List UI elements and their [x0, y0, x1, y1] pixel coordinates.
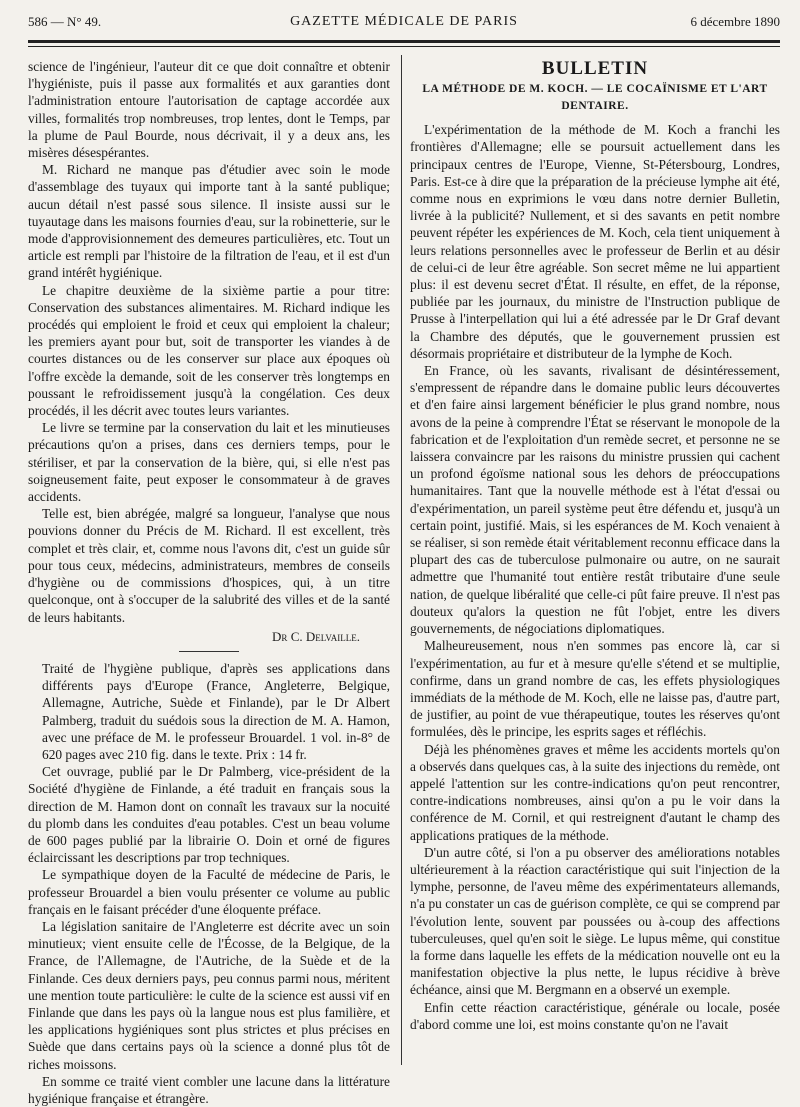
column-divider	[401, 55, 402, 1065]
paragraph: M. Richard ne manque pas d'étudier avec soin le mode d'assemblage des tuyaux qui importe tant à la santé publique; aucun détail n'est passé sous silence. Il insiste aussi sur le tuyautage dans les maisons fournies d'eau, sur la robinetterie, sur le mode d'approvisionnement des demeures particulières, etc. Tout un article est rempli par l'histoire de la filtration de l'eau, et il est d'un grand intérêt hygiénique.	[28, 162, 390, 281]
paragraph: Le sympathique doyen de la Faculté de médecine de Paris, le professeur Brouardel a bien voulu présenter ce volume au public français en le faisant précéder d'une éloquente préface.	[28, 867, 390, 917]
article-title: LA MÉTHODE DE M. KOCH. — LE COCAÏNISME ET L'ART DENTAIRE.	[422, 83, 768, 113]
journal-title: GAZETTE MÉDICALE DE PARIS	[290, 14, 518, 29]
paragraph: La législation sanitaire de l'Angleterre est décrite avec un soin minutieux; vient ensuite celle de l'Écosse, de la Belgique, de la France, de l'Allemagne, de l'Autriche, de la Suède et de la Finlande. Ces deux derniers pays, peu connus parmi nous, méritent une mention toute particulière: le culte de la science est aussi vif en Finlande que dans les pays où la langue nous est plus familière, et les applications hygiéniques sont plus strictes et plus précises en Suède que dans certains pays où la science a donné plus tôt de riches moissons.	[28, 918, 390, 1072]
left-column	[28, 58, 390, 1107]
paragraph: Le livre se termine par la conservation du lait et les minutieuses précautions qu'on a prises, dans ces derniers temps, pour le stériliser, et par la conservation de la bière, qui, si elle n'est pas soigneusement faite, peut exposer le consommateur à de graves accidents.	[28, 420, 390, 505]
paragraph: Cet ouvrage, publié par le Dr Palmberg, vice-président de la Société d'hygiène de Finlande, a été traduit en français sous la direction de M. Hamon dont on connaît les travaux sur la nocuité du plomb dans les conduites d'eau potables. C'est un beau volume de 600 pages publié par la librairie O. Doin et orné de figures éclaircissant les descriptions par trop techniques.	[28, 764, 390, 866]
section-heading: BULLETIN	[541, 58, 649, 79]
paragraph: L'expérimentation de la méthode de M. Koch a franchi les frontières d'Allemagne; elle se poursuit actuellement dans les principaux centres de l'Europe, Vienne, St-Pétersbourg, Londres, Paris. Est-ce à dire que la préparation de la précieuse lymphe ait été, comme nous en exprimions le vœu dans notre dernier Bulletin, livrée à la publicité? Nullement, et si des savants en petit nombre peuvent répéter les expériences de M. Koch, cela tient uniquement à leurs relations personnelles avec le professeur de Berlin et au désir de celui-ci de leur être agréable. Son secret même ne lui appartient plus: il est devenu secret d'État. Il résulte, en effet, de la réponse, publiée par les journaux, du ministre de l'Instruction publique de Prusse à l'interpellation qui lui a été adressée par le Dr Graf devant la Chambre des députés, que le gouvernement prussien est désormais propriétaire et distributeur de la lymphe de Koch.	[410, 122, 780, 361]
paragraph: Malheureusement, nous n'en sommes pas encore là, car si l'expérimentation, au fur et à mesure qu'elle s'étend et se multiplie, confirme, dans un grand nombre de cas, les effets physiologiques immédiats de la méthode de M. Koch, elle ne laisse pas, d'autre part, de justifier, au point de vue thérapeutique, toutes les réserves qu'ont formulées, dès le principe, les esprits sages et réfléchis.	[410, 638, 780, 740]
paragraph: science de l'ingénieur, l'auteur dit ce que doit connaître et obtenir l'hygiéniste, puis il passe aux formalités et aux garanties dont l'administration entoure l'autorisation de captage accordée aux villes, formalités trop nombreuses, trop lentes, dont le Temps, par la plume de Paul Bourde, nous décrivait, il y a deux ans, les misères désespérantes.	[28, 59, 390, 161]
paragraph: En France, où les savants, rivalisant de désintéressement, s'empressent de répandre dans le domaine public leurs découvertes et d'en faire ainsi largement bénéficier le plus grand nombre, nous avons de la peine à comprendre l'État se réservant le monopole de la fabrication et de l'exploitation d'un remède secret, et personne ne se laissera convaincre par les raisons du ministre prussien qui cachent un profond égoïsme national sous les dehors de préoccupations humanitaires. Tant que la nouvelle méthode est à l'état d'essai ou d'expérimentation, un pareil système peut être défendu et, jusqu'à un certain point, justifié. Mais, si les espérances de M. Koch venaient à se réaliser, si son remède était véritablement reconnu efficace dans la plupart des cas de tuberculose pulmonaire ou autre, on ne saurait admettre que l'humanité tout entière restât tributaire d'une seule nation, de quelque libéralité que celle-ci pût faire preuve. Il n'est pas douteux qu'alors la question ne fût l'objet, entre les divers gouvernements, de négociations diplomatiques.	[410, 363, 780, 637]
page-header	[28, 14, 780, 32]
paragraph: En somme ce traité vient combler une lacune dans la littérature hygiénique française et étrangère.	[28, 1073, 390, 1106]
section-divider	[179, 651, 239, 652]
issue-date: 6 décembre 1890	[690, 14, 780, 29]
paragraph: Enfin cette réaction caractéristique, générale ou locale, posée d'abord comme une loi, est moins constante qu'on ne l'avait	[410, 999, 780, 1032]
header-rule-thick	[28, 40, 780, 43]
author-signature: Dr C. Delvaille.	[272, 628, 360, 644]
paragraph: Telle est, bien abrégée, malgré sa longueur, l'analyse que nous pouvions donner du Précis de M. Richard. Il est excellent, très complet et très clair, et, comme nous l'avons dit, c'est un guide sûr pour tous ceux, médecins, administrateurs, membres de conseils d'hygiène ou de commissions d'hospices, qui, à un titre quelconque, ont à s'occuper de la salubrité des villes et de la santé de leurs habitants.	[28, 506, 390, 625]
right-column	[410, 58, 780, 1033]
header-rule-thin	[28, 46, 780, 47]
book-reference: Traité de l'hygiène publique, d'après ses applications dans différents pays d'Europe (France, Angleterre, Belgique, Allemagne, Autriche, Suède et Finlande), par le Dr Albert Palmberg, traduit du suédois sous la direction de M. A. Hamon, avec une préface de M. le professeur Brouardel. 1 vol. in-8° de 620 pages avec 210 fig. dans le texte. Prix : 14 fr.	[42, 660, 390, 762]
paragraph: Déjà les phénomènes graves et même les accidents mortels qu'on a observés dans quelques cas, à la suite des injections du remède, ont appelé l'attention sur les contre-indications qu'on peut rencontrer, contre-indications nombreuses, ainsi qu'on a pu le voir dans la conférence de M. Cornil, et qui restreignent d'autant le champ des applications pratiques de la méthode.	[410, 741, 780, 843]
page-number: 586 — N° 49.	[28, 14, 102, 29]
paragraph: Le chapitre deuxième de la sixième partie a pour titre: Conservation des substances alimentaires. M. Richard indique les procédés qui emploient le froid et ceux qui emploient la chaleur; les premiers ayant pour but, soit de transporter les viandes à de courtes distances ou de les conserver sur place aux époques où l'offre excède la demande, soit de les conserver très longtemps en poussant le refroidissement jusqu'à la congélation. Ces deux procédés, il les décrit avec toutes leurs variantes.	[28, 282, 390, 419]
paragraph: D'un autre côté, si l'on a pu observer des améliorations notables ultérieurement à la réaction caractéristique qui suit l'injection de la lymphe, personne, de l'aveu même des expérimentateurs allemands, n'a pu constater un cas de guérison complète, ce qui se comprend par l'évolution lente, souvent par poussées ou à-coup des affections tuberculeuses, quel qu'en soit le siège. Le lupus même, qui constitue la forme dans laquelle les effets de la médication nouvelle ont eu la manifestation objective la plus nette, le lupus récidive à brève échéance, ainsi que M. Bergmann en a observé un exemple.	[410, 844, 780, 998]
